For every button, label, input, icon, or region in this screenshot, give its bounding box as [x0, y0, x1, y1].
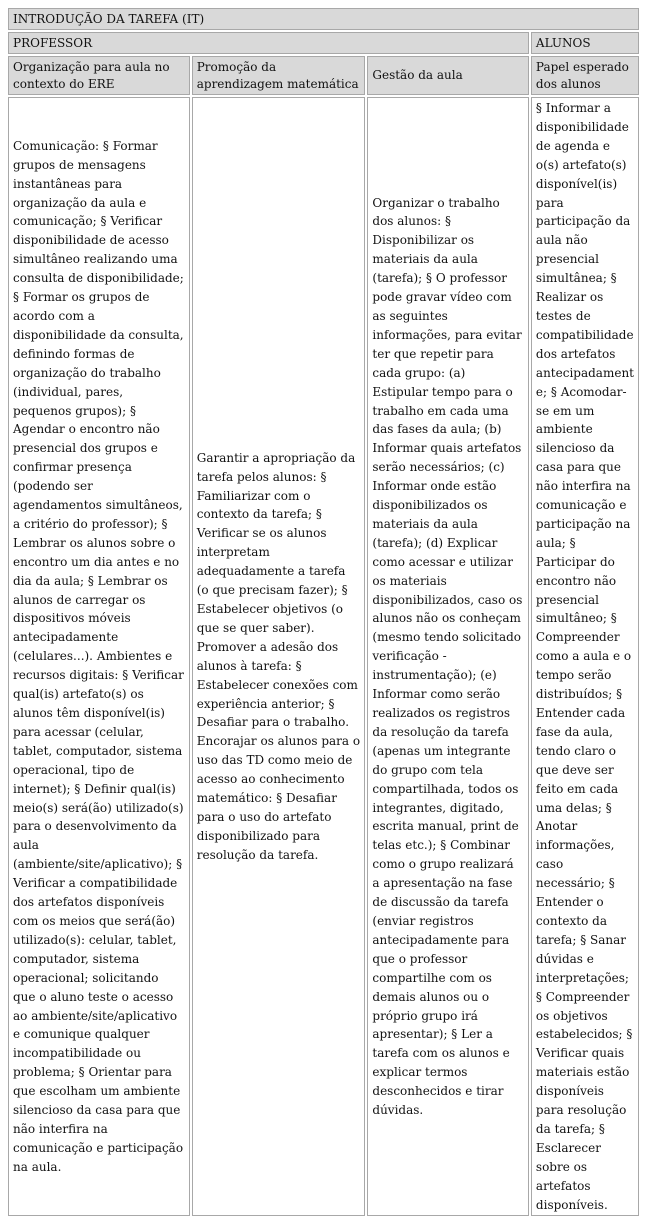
column-header-papel-alunos: Papel esperado dos alunos [531, 56, 639, 95]
cell-papel-alunos: § Informar a disponibilidade de agenda e o(s) artefato(s) disponível(is) para participação da aula não presencial simultânea; § Realizar os testes de compatibilidade dos artefatos antecipadamente; § Acomodar-se em um ambiente silencioso da casa para que não interfira na comunicação e participação na aula; § Participar do encontro não presencial simultâneo; § Compreender como a aula e o tempo serão distribuídos; § Entender cada fase da aula, tendo claro o que deve ser feito em cada uma delas; § Anotar informações, caso necessário; § Entender o contexto da tarefa; § Sanar dúvidas e interpretações; § Compreender os objetivos estabelecidos; § Verificar quais materiais estão disponíveis para resolução da tarefa; § Esclarecer sobre os artefatos disponíveis. [531, 97, 639, 1216]
table-row [8, 97, 639, 1216]
title-row [8, 8, 639, 30]
cell-gestao: Organizar o trabalho dos alunos: § Disponibilizar os materiais da aula (tarefa); § O professor pode gravar vídeo com as seguintes informações, para evitar ter que repetir para cada grupo: (a) Estipular tempo para o trabalho em cada uma das fases da aula; (b) Informar quais artefatos serão necessários; (c) Informar onde estão disponibilizados os materiais da aula (tarefa); (d) Explicar como acessar e utilizar os materiais disponibilizados, caso os alunos não os conheçam (mesmo tendo solicitado verificação - instrumentação); (e) Informar como serão realizados os registros da resolução da tarefa (apenas um integrante do grupo com tela compartilhada, todos os integrantes, digitado, escrita manual, print de telas etc.); § Combinar como o grupo realizará a apresentação na fase de discussão da tarefa (enviar registros antecipadamente para que o professor compartilhe com os demais alunos ou o próprio grupo irá apresentar); § Ler a tarefa com os alunos e explicar termos desconhecidos e tirar dúvidas. [367, 97, 529, 1216]
task-introduction-table [6, 6, 641, 1218]
column-header-row [8, 56, 639, 95]
cell-organizacao: Comunicação: § Formar grupos de mensagens instantâneas para organização da aula e comunicação; § Verificar disponibilidade de acesso simultâneo realizando uma consulta de disponibilidade; § Formar os grupos de acordo com a disponibilidade da consulta, definindo formas de organização do trabalho (individual, pares, pequenos grupos); § Agendar o encontro não presencial dos grupos e confirmar presença (podendo ser agendamentos simultâneos, a critério do professor); § Lembrar os alunos sobre o encontro um dia antes e no dia da aula; § Lembrar os alunos de carregar os dispositivos móveis antecipadamente (celulares...). Ambientes e recursos digitais: § Verificar qual(is) artefato(s) os alunos têm disponível(is) para acessar (celular, tablet, computador, sistema operacional, tipo de internet); § Definir qual(is) meio(s) será(ão) utilizado(s) para o desenvolvimento da aula (ambiente/site/aplicativo); § Verificar a compatibilidade dos artefatos disponíveis com os meios que será(ão) utilizado(s): celular, tablet, computador, sistema operacional; solicitando que o aluno teste o acesso ao ambiente/site/aplicativo e comunique qualquer incompatibilidade ou problema; § Orientar para que escolham um ambiente silencioso da casa para que não interfira na comunicação e participação na aula. [8, 97, 190, 1216]
column-header-organizacao: Organização para aula no contexto do ERE [8, 56, 190, 95]
group-header-row [8, 32, 639, 54]
group-header-professor: PROFESSOR [8, 32, 529, 54]
table-title: INTRODUÇÃO DA TAREFA (IT) [8, 8, 639, 30]
column-header-promocao: Promoção da aprendizagem matemática [192, 56, 366, 95]
column-header-gestao: Gestão da aula [367, 56, 529, 95]
group-header-alunos: ALUNOS [531, 32, 639, 54]
cell-promocao: Garantir a apropriação da tarefa pelos alunos: § Familiarizar com o contexto da tarefa; § Verificar se os alunos interpretam adequadamente a tarefa (o que precisam fazer); § Estabelecer objetivos (o que se quer saber). Promover a adesão dos alunos à tarefa: § Estabelecer conexões com experiência anterior; § Desafiar para o trabalho. Encorajar os alunos para o uso das TD como meio de acesso ao conhecimento matemático: § Desafiar para o uso do artefato disponibilizado para resolução da tarefa. [192, 97, 366, 1216]
